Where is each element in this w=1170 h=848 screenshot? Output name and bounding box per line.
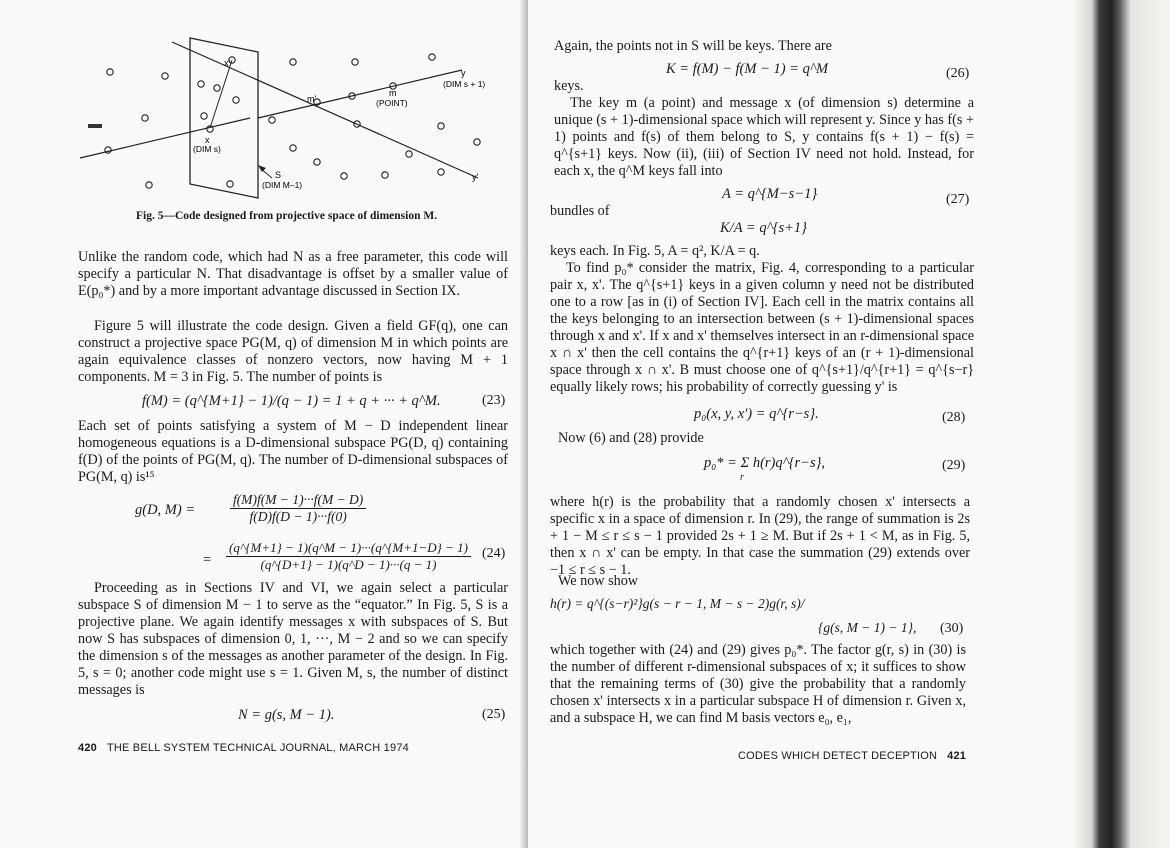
right-para-1: Again, the points not in S will be keys. There are [554,38,832,54]
equation-29: p₀* = Σ h(r)q^{r−s}, [704,455,826,471]
equation-27: A = q^{M−s−1} [722,186,818,202]
left-para-3: Each set of points satisfying a system of M − D independent linear homogeneous equations is a D-dimensional subspace PG(D, q) containing f(D) of the points of PG(M, q). The number of D-dimensional subspaces of PG(M, q) is¹⁵ [78,418,508,485]
left-para-2: Figure 5 will illustrate the code design. Given a field GF(q), one can construct a projective space PG(M, q) of dimension M in which points are again equivalence classes of nonzero vectors, now having M + 1 components. M = 3 in Fig. 5. The number of points is [78,318,508,385]
equation-24-numerator-1: f(M)f(M − 1)···f(M − D) [230,492,366,509]
right-para-7: We now show [558,573,639,589]
book-edge-shadow [1072,0,1170,848]
equation-24-frac1 [230,492,366,525]
label-y: y [461,68,466,78]
equation-28: p₀(x, y, x') = q^{r−s}. [694,406,819,422]
left-para-1: Unlike the random code, which had N as a free parameter, this code will specify a particular N. That disadvantage is offset by a smaller value of E(p₀*) and by a more important advantage discussed in Section IX. [78,249,508,299]
equation-29-sub: r [740,472,744,483]
equation-30b: {g(s, M − 1) − 1}, [818,620,917,635]
right-para-2: The key m (a point) and message x (of dimension s) determine a unique (s + 1)-dimensional space which will represent y. Since y has f(s + 1) points and f(s) of them belong to S, y contains f(s + 1) − f(s) = q^{s+1} keys. Now (ii), (iii) of Section IV need not hold. Instead, for each x, the q^M keys fall into [554,95,974,179]
right-para-6: where h(r) is the probability that a randomly chosen x' intersects a specific x in a space of dimension r. In (29), the range of summation is 2s + 1 − M ≤ r ≤ s − 1 provided 2s + 1 ≥ M. But if 2s + 1 < M, as in Fig. 5, then x ∩ x' can be empty. In that case the summation (29) extends over −1 ≤ r ≤ s − 1. [550,494,970,578]
equation-25: N = g(s, M − 1). [238,707,335,723]
figure-5 [0,0,528,210]
keys-word: keys. [554,78,584,94]
equation-26-number: (26) [946,66,970,81]
label-s: S [275,170,282,180]
label-dim-s1: (DIM s + 1) [443,79,486,89]
right-para-3: keys each. In Fig. 5, A = q², K/A = q. [550,243,760,259]
equation-24-denominator-2: (q^{D+1} − 1)(q^D − 1)···(q − 1) [260,557,437,572]
left-footer [78,742,409,754]
right-para-4: To find p₀* consider the matrix, Fig. 4, corresponding to a particular pair x, x'. The q^{s+1} keys in a given column y need not be distributed one to a row [as in (i) of Section IV]. Each cell in the matrix contains all the keys belonging to an intersection between (s + 1)-dimensional spaces through x and x'. If x and x' themselves intersect in an r-dimensional space x ∩ x' then the cell contains the q^{r+1} keys of an (r + 1)-dimensional space through x ∩ x'. B must choose one of q^{s+1}/q^{r+1} = q^{s−r} equally likely rows; his probability of correctly guessing y' is [550,260,974,395]
points [105,54,480,188]
left-page-number: 420 [78,742,97,754]
left-para-4: Proceeding as in Sections IV and VI, we again select a particular subspace S of dimension M − 1 to serve as the “equator.” In Fig. 5, S is a projective plane. We again identify messages x with subspaces of S. But now S has subspaces of dimension 0, 1, ···, M − 2 and so we can specify the dimension s of the messages as another parameter of the design. In Fig. 5, s = 0; another code might use s = 1. Given M, s, the number of distinct messages is [78,580,508,698]
equation-26: K = f(M) − f(M − 1) = q^M [666,61,829,77]
label-m: m [389,88,397,98]
label-x: x [205,135,210,145]
label-x-prime: x' [224,58,231,68]
equation-23: f(M) = (q^{M+1} − 1)/(q − 1) = 1 + q + ··· + q^M. [142,393,441,409]
label-point: (POINT) [376,98,408,108]
equation-30-number: (30) [940,621,964,636]
equation-27b: K/A = q^{s+1} [720,220,807,236]
equation-28-number: (28) [942,410,966,425]
equation-24-frac2 [226,540,471,573]
right-page-number: 421 [947,750,967,762]
right-footer [738,750,976,762]
equation-27-number: (27) [946,192,970,207]
figure-caption: Fig. 5—Code designed from projective space of dimension M. [136,210,438,222]
label-y-prime: y' [472,172,479,182]
equation-24-number: (24) [482,546,506,561]
journal-name: THE BELL SYSTEM TECHNICAL JOURNAL, MARCH 1974 [106,742,409,754]
equation-24-denominator-1: f(D)f(D − 1)···f(0) [249,509,347,524]
equation-30a: h(r) = q^{(s−r)²}g(s − r − 1, M − s − 2)g(r, s)/ [550,596,805,611]
equation-24-eq2: = [202,552,212,568]
equation-24-numerator-2: (q^{M+1} − 1)(q^M − 1)···(q^{M+1−D} − 1) [226,540,471,557]
left-page [0,0,528,848]
line-inside [210,60,232,128]
bundles-word: bundles of [550,203,610,219]
equation-23-number: (23) [482,393,506,408]
line-y-prime [172,42,478,178]
right-para-8: which together with (24) and (29) gives p₀*. The factor g(r, s) in (30) is the number of different r-dimensional subspaces of x; it suffices to show that the remaining terms of (30) give the probability that a randomly chosen x' intersects x in a particular subspace H of dimension r. Given x, and a subspace H, we can find M basis vectors e₀, e₁, [550,642,966,726]
equation-25-number: (25) [482,707,506,722]
label-dim-s: (DIM s) [193,144,221,154]
running-title: CODES WHICH DETECT DECEPTION [738,750,938,762]
equation-29-number: (29) [942,458,966,473]
right-para-5: Now (6) and (28) provide [558,430,704,446]
label-dim-m1: (DIM M–1) [262,180,303,190]
equation-24-lhs: g(D, M) = [135,502,196,518]
label-m-prime: m' [307,94,317,104]
